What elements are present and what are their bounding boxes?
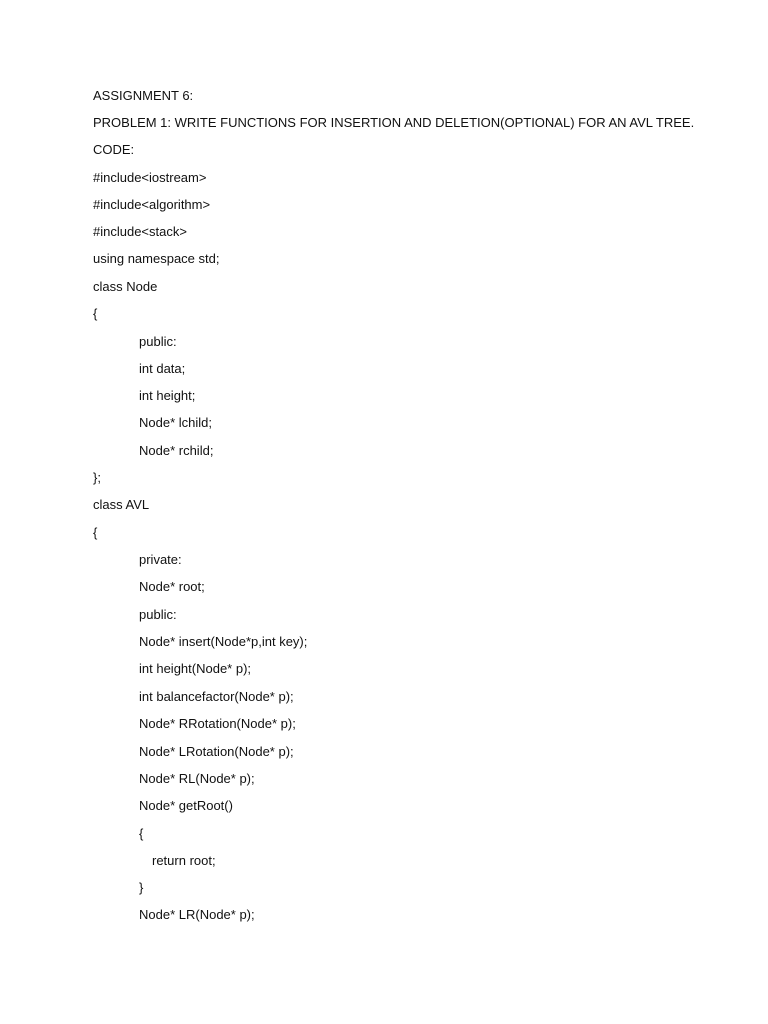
code-line: Node* root;: [139, 579, 205, 594]
code-line: Node* insert(Node*p,int key);: [139, 634, 308, 649]
code-line: {: [93, 306, 98, 321]
code-line: public:: [139, 334, 177, 349]
code-line: Node* RL(Node* p);: [139, 771, 255, 786]
code-line: int data;: [139, 361, 186, 376]
code-line: Node* RRotation(Node* p);: [139, 716, 296, 731]
code-line: int height;: [139, 388, 196, 403]
code-line: Node* lchild;: [139, 415, 212, 430]
code-line: }: [139, 880, 144, 895]
code-line: int height(Node* p);: [139, 661, 252, 676]
code-line: private:: [139, 552, 182, 567]
code-label: CODE:: [93, 142, 135, 157]
code-line: class AVL: [93, 497, 150, 512]
assignment-heading: ASSIGNMENT 6:: [93, 88, 194, 103]
code-line: int balancefactor(Node* p);: [139, 689, 294, 704]
code-line: #include<stack>: [93, 224, 187, 239]
code-line: #include<algorithm>: [93, 197, 211, 212]
code-line: Node* rchild;: [139, 443, 214, 458]
problem-statement: PROBLEM 1: WRITE FUNCTIONS FOR INSERTION AND DELETION(OPTIONAL) FOR AN AVL TREE.: [93, 115, 695, 130]
code-line: return root;: [152, 853, 216, 868]
code-line: using namespace std;: [93, 251, 220, 266]
code-line: Node* LRotation(Node* p);: [139, 744, 294, 759]
code-line: Node* getRoot(): [139, 798, 233, 813]
code-line: Node* LR(Node* p);: [139, 907, 255, 922]
code-line: class Node: [93, 279, 158, 294]
code-line: #include<iostream>: [93, 170, 207, 185]
code-line: };: [93, 470, 101, 485]
code-line: public:: [139, 607, 177, 622]
code-line: {: [93, 525, 98, 540]
code-line: {: [139, 826, 144, 841]
